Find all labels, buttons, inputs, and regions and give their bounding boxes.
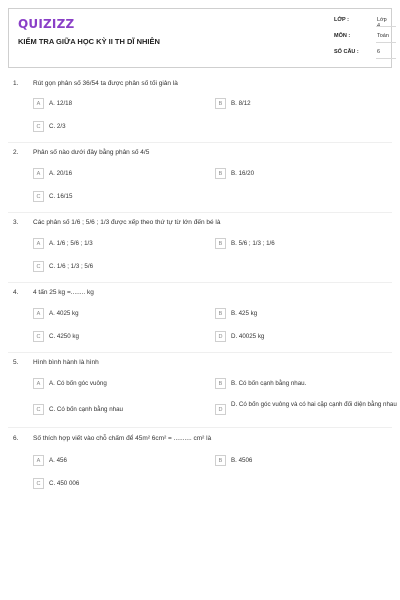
option-text: B. 5/6 ; 1/3 ; 1/6 <box>231 240 275 247</box>
option-letter-box: B <box>215 378 226 389</box>
question-separator <box>8 352 392 353</box>
question-text: Các phân số 1/6 ; 5/6 ; 1/3 được xếp theo thứ tự từ lớn đến bé là <box>33 219 221 226</box>
question-number: 6. <box>13 435 19 442</box>
subject-label: MÔN : <box>334 33 351 39</box>
divider <box>376 26 396 27</box>
question-number: 5. <box>13 359 19 366</box>
question-text: Hình bình hành là hình <box>33 359 99 366</box>
option-b[interactable] <box>215 98 385 109</box>
option-letter-box: B <box>215 308 226 319</box>
option-letter-box: C <box>33 478 44 489</box>
option-text: B. 425 kg <box>231 310 258 317</box>
option-letter-box: A <box>33 238 44 249</box>
option-a[interactable] <box>33 455 203 466</box>
option-text: A. 20/16 <box>49 170 73 177</box>
option-a[interactable] <box>33 308 203 319</box>
option-letter-box: D <box>215 404 226 415</box>
divider <box>376 58 396 59</box>
option-a[interactable] <box>33 98 203 109</box>
option-text: C. 4250 kg <box>49 333 79 340</box>
option-letter-box: A <box>33 308 44 319</box>
option-d[interactable] <box>215 331 385 342</box>
option-text: A. 4025 kg <box>49 310 79 317</box>
option-text: C. 450 006 <box>49 480 80 487</box>
option-letter-box: A <box>33 98 44 109</box>
class-value: Lớp <box>377 17 387 23</box>
option-letter-box: C <box>33 121 44 132</box>
option-letter-box: B <box>215 98 226 109</box>
option-a[interactable] <box>33 378 203 389</box>
worksheet-title: KIỂM TRA GIỮA HỌC KỲ II TH DĨ NHIÊN <box>18 37 160 46</box>
class-label: LỚP : <box>334 17 349 23</box>
question-separator <box>8 282 392 283</box>
option-text: C. 1/6 ; 1/3 ; 5/6 <box>49 263 94 270</box>
question-count-label: SỐ CÂU : <box>334 49 359 55</box>
option-letter-box: C <box>33 191 44 202</box>
option-text: C. 16/15 <box>49 193 73 200</box>
option-text: A. 456 <box>49 457 67 464</box>
option-text: C. 2/3 <box>49 123 66 130</box>
option-letter-box: C <box>33 404 44 415</box>
option-c[interactable] <box>33 121 203 132</box>
option-letter-box: B <box>215 168 226 179</box>
question-number: 3. <box>13 219 19 226</box>
question-separator <box>8 142 392 143</box>
option-text: A. 12/18 <box>49 100 73 107</box>
option-letter-box: B <box>215 455 226 466</box>
option-c[interactable] <box>33 191 203 202</box>
option-b[interactable] <box>215 238 385 249</box>
option-a[interactable] <box>33 238 203 249</box>
option-letter-box: A <box>33 455 44 466</box>
option-letter-box: B <box>215 238 226 249</box>
option-text: B. Có bốn cạnh bằng nhau. <box>231 380 307 387</box>
option-text: D. 40025 kg <box>231 333 265 340</box>
option-letter-box: C <box>33 331 44 342</box>
question-number: 4. <box>13 289 19 296</box>
question-text: 4 tấn 25 kg =........ kg <box>33 289 94 296</box>
option-text: B. 8/12 <box>231 100 251 107</box>
worksheet-header <box>8 8 392 68</box>
option-b[interactable] <box>215 455 385 466</box>
option-letter-box: A <box>33 378 44 389</box>
option-text: B. 4506 <box>231 457 253 464</box>
option-text: B. 16/20 <box>231 170 255 177</box>
subject-value: Toán <box>377 33 389 39</box>
question-number: 1. <box>13 80 19 87</box>
question-count-value: 6 <box>377 49 381 55</box>
question-text: Số thích hợp viết vào chỗ chấm để 45m² 6cm² = .......... cm² là <box>33 435 212 442</box>
option-c[interactable] <box>33 331 203 342</box>
option-text: C. Có bốn cạnh bằng nhau <box>49 406 123 413</box>
question-number: 2. <box>13 149 19 156</box>
option-c[interactable] <box>33 261 203 272</box>
option-letter-box: D <box>215 331 226 342</box>
divider <box>376 42 396 43</box>
option-letter-box: C <box>33 261 44 272</box>
option-d[interactable] <box>215 401 397 415</box>
question-separator <box>8 427 392 428</box>
option-c[interactable] <box>33 404 203 415</box>
question-separator <box>8 212 392 213</box>
question-text: Phân số nào dưới đây bằng phân số 4/5 <box>33 149 150 156</box>
option-b[interactable] <box>215 168 385 179</box>
quizizz-logo: QUIZIZZ <box>18 17 75 31</box>
option-b[interactable] <box>215 378 385 389</box>
option-b[interactable] <box>215 308 385 319</box>
option-text: A. 1/6 ; 5/6 ; 1/3 <box>49 240 93 247</box>
option-letter-box: A <box>33 168 44 179</box>
option-c[interactable] <box>33 478 203 489</box>
question-text: Rút gọn phân số 36/54 ta được phân số tối giản là <box>33 80 178 87</box>
option-a[interactable] <box>33 168 203 179</box>
option-text: A. Có bốn góc vuông <box>49 380 107 387</box>
option-text: D. Có bốn góc vuông và có hai cặp cạnh đối diện bằng nhau <box>231 401 397 408</box>
